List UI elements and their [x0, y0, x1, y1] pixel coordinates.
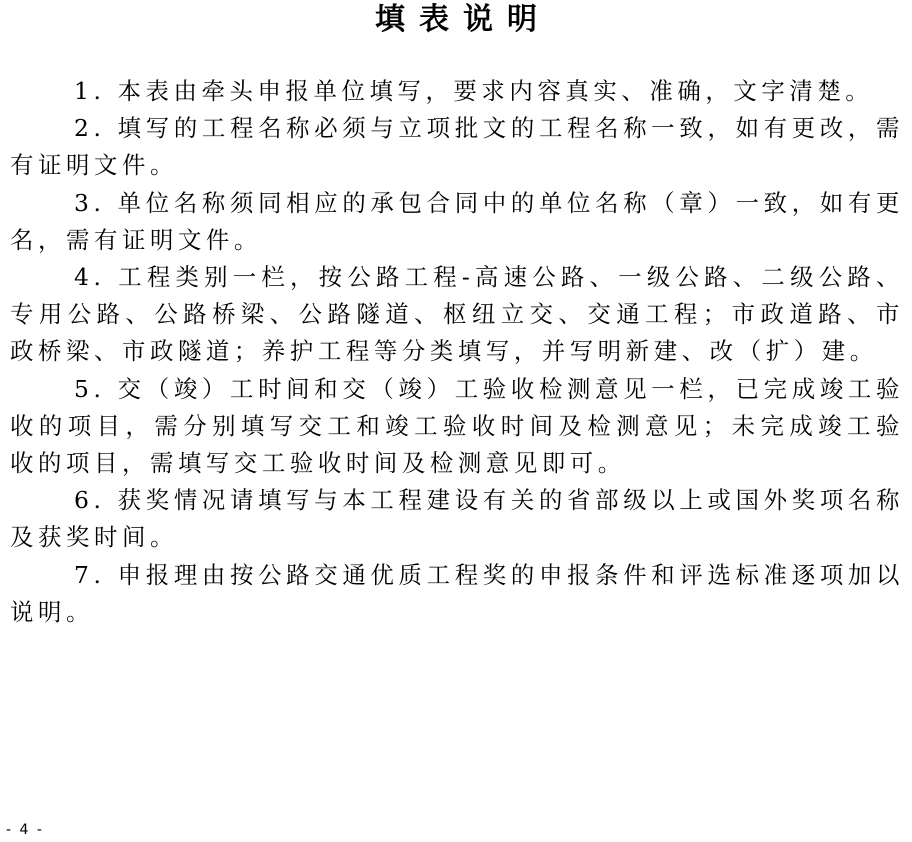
instruction-item-6: 6. 获奖情况请填写与本工程建设有关的省部级以上或国外奖项名称及获奖时间。 [10, 486, 904, 552]
instruction-item-3: 3. 单位名称须同相应的承包合同中的单位名称（章）一致，如有更名，需有证明文件。 [10, 188, 904, 254]
page-number: - 4 - [6, 822, 44, 838]
instructions-body [10, 73, 904, 631]
page-title: 填表说明 [375, 2, 551, 37]
instruction-item-2: 2. 填写的工程名称必须与立项批文的工程名称一致，如有更改，需有证明文件。 [10, 114, 904, 180]
instruction-item-5: 5. 交（竣）工时间和交（竣）工验收检测意见一栏，已完成竣工验收的项目，需分别填写交工和竣工验收时间及检测意见；未完成竣工验收的项目，需填写交工验收时间及检测意见即可。 [10, 374, 904, 478]
instruction-item-4: 4. 工程类别一栏，按公路工程-高速公路、一级公路、二级公路、专用公路、公路桥梁、公路隧道、枢纽立交、交通工程；市政道路、市政桥梁、市政隧道；养护工程等分类填写，并写明新建、改（扩）建。 [10, 263, 904, 366]
instruction-item-7: 7. 申报理由按公路交通优质工程奖的申报条件和评选标准逐项加以说明。 [10, 560, 904, 626]
instruction-item-1: 1. 本表由牵头申报单位填写，要求内容真实、准确，文字清楚。 [74, 77, 874, 105]
